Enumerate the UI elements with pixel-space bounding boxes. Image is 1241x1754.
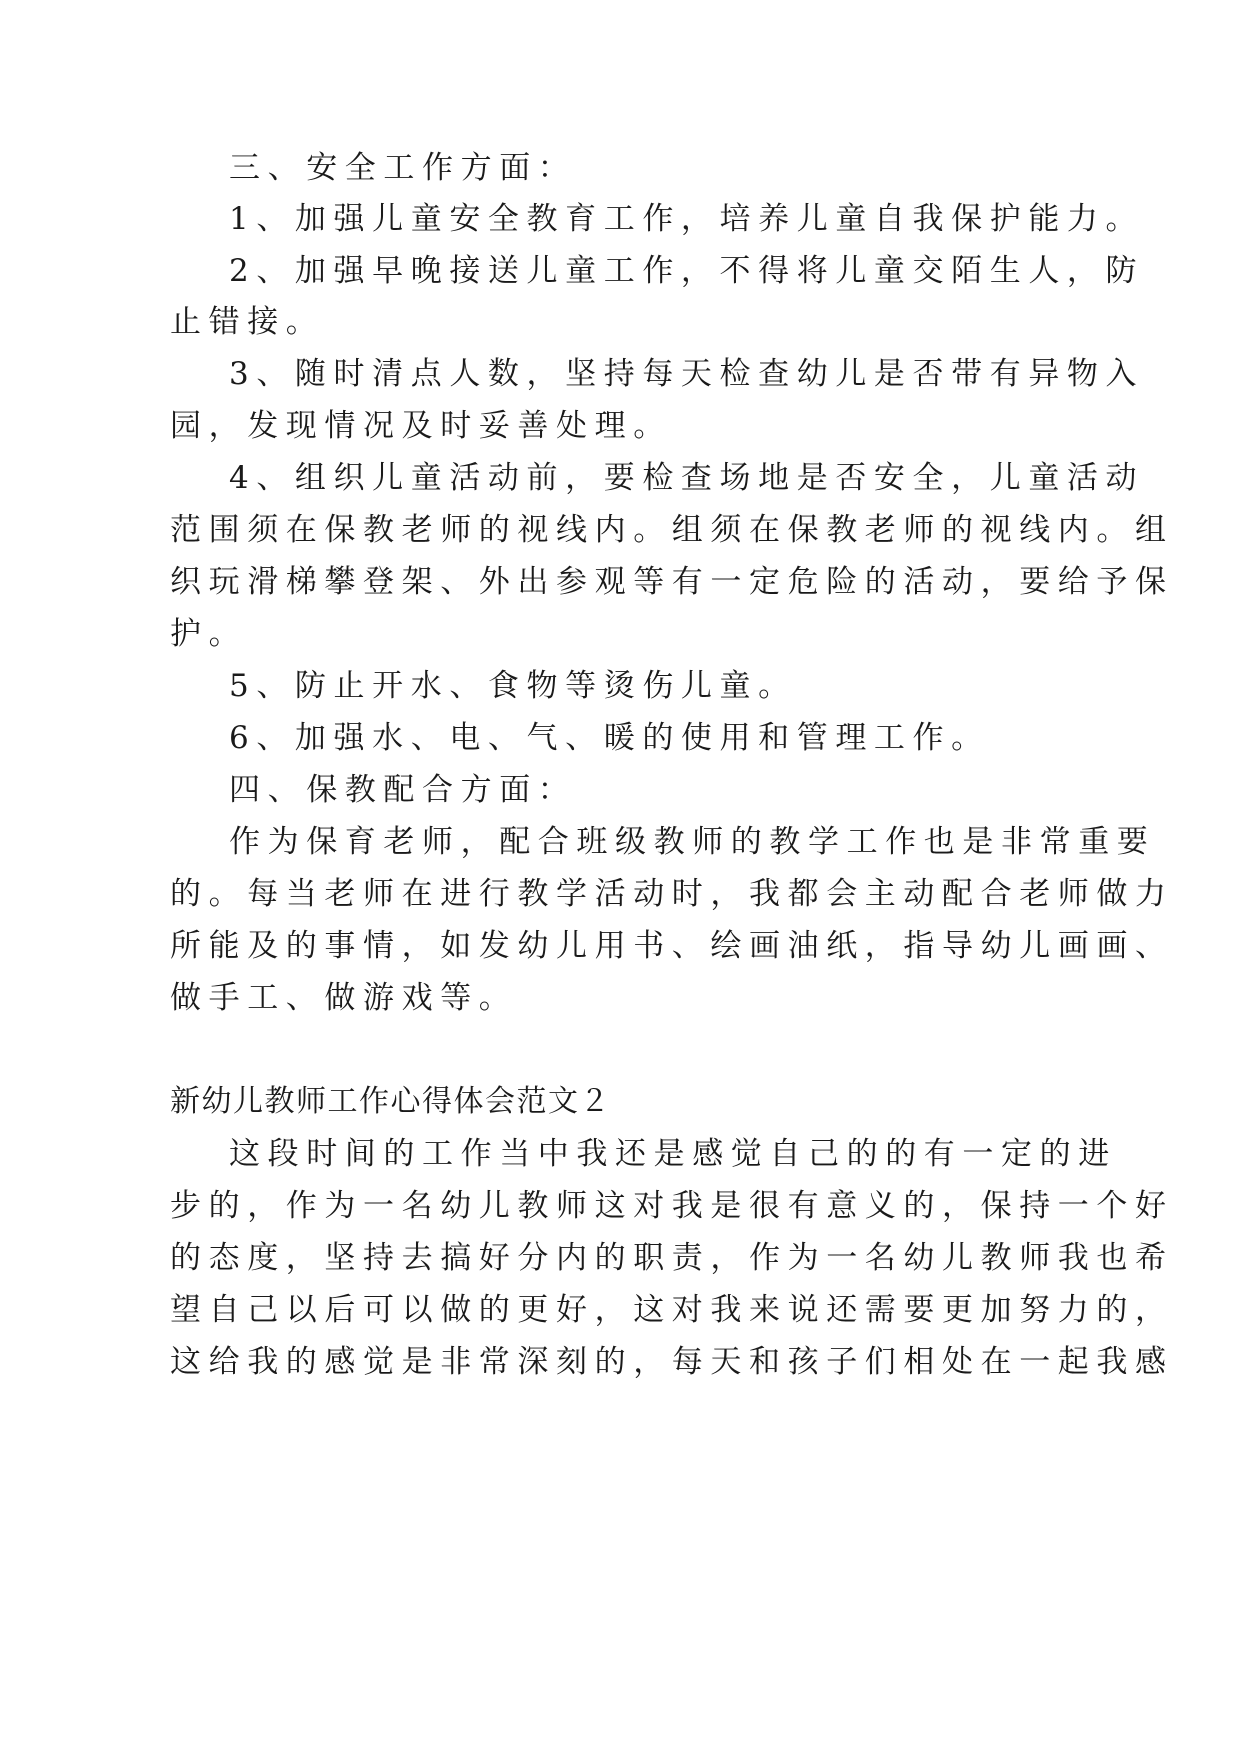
list-item-safety-1: 1、加强儿童安全教育工作，培养儿童自我保护能力。 [229, 201, 1145, 237]
paragraph-article2-line-1: 这段时间的工作当中我还是感觉自己的的有一定的进 [229, 1136, 1117, 1172]
paragraph-cooperation-line-1: 作为保育老师，配合班级教师的教学工作也是非常重要 [229, 824, 1156, 860]
list-item-safety-4-line-2: 范围须在保教老师的视线内。组须在保教老师的视线内。组 [170, 512, 1174, 548]
paragraph-article2-line-2: 步的，作为一名幼儿教师这对我是很有意义的，保持一个好 [170, 1188, 1174, 1224]
list-item-safety-3-line-1: 3、随时清点人数，坚持每天检查幼儿是否带有异物入 [229, 356, 1145, 392]
section-heading-cooperation: 四、保教配合方面： [229, 772, 577, 808]
paragraph-article2-line-4: 望自己以后可以做的更好，这对我来说还需要更加努力的， [170, 1292, 1174, 1328]
list-item-safety-2-line-1: 2、加强早晚接送儿童工作，不得将儿童交陌生人，防 [229, 253, 1145, 289]
list-item-safety-6: 6、加强水、电、气、暖的使用和管理工作。 [229, 720, 990, 756]
list-item-safety-4-line-4: 护。 [170, 616, 248, 652]
list-item-safety-2-line-2: 止错接。 [170, 304, 325, 340]
list-item-safety-3-line-2: 园，发现情况及时妥善处理。 [170, 408, 672, 444]
paragraph-article2-line-3: 的态度，坚持去搞好分内的职责，作为一名幼儿教师我也希 [170, 1240, 1174, 1276]
list-item-safety-4-line-3: 织玩滑梯攀登架、外出参观等有一定危险的活动，要给予保 [170, 564, 1174, 600]
paragraph-cooperation-line-4: 做手工、做游戏等。 [170, 980, 518, 1016]
section-heading-safety: 三、安全工作方面： [229, 150, 577, 186]
article-title: 新幼儿教师工作心得体会范文２ [170, 1084, 611, 1119]
list-item-safety-5: 5、防止开水、食物等烫伤儿童。 [229, 668, 797, 704]
paragraph-cooperation-line-2: 的。每当老师在进行教学活动时，我都会主动配合老师做力 [170, 876, 1174, 912]
paragraph-cooperation-line-3: 所能及的事情，如发幼儿用书、绘画油纸，指导幼儿画画、 [170, 928, 1174, 964]
paragraph-article2-line-5: 这给我的感觉是非常深刻的，每天和孩子们相处在一起我感 [170, 1344, 1174, 1380]
list-item-safety-4-line-1: 4、组织儿童活动前，要检查场地是否安全，儿童活动 [229, 460, 1145, 496]
